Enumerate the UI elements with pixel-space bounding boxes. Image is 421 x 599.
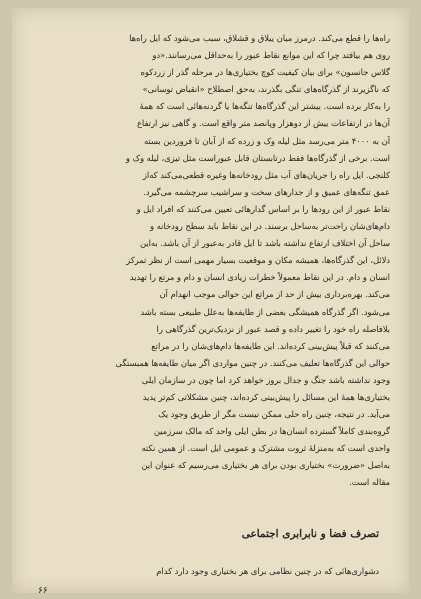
text-line: روی هم بیافتد چرا که این موانع نقاط عبور را به‌حداقل می‌رسانند.«دو xyxy=(152,50,390,61)
text-line: ساحل آن اختلاف ارتفاع نداشته باشد تا ایل قادر به‌عبور از آن باشد. به‌این xyxy=(140,238,390,249)
text-line: انسان و دام. در این نقاط معمولاً خطرات زیادی انسان و دام و مرتع را تهدید xyxy=(129,272,390,283)
text-line: گروه‌بندی کاملاً گسترده انسان‌ها در بطن ایلی واحد که مالک سرزمین xyxy=(153,426,390,437)
text-line: مقاله است. xyxy=(349,477,390,488)
text-line: دام‌های‌شان راحت‌تر به‌ساحل برسند. در این نقاط باید سطح رودخانه و xyxy=(149,221,390,232)
text-line: نقاط عبور از این رودها را بر اساس گدارهائی تعیین می‌کنند که افراد ایل و xyxy=(136,203,390,214)
text-line: راه‌ها را قطع می‌کند. درمرز میان ییلاق و قشلاق، سبب می‌شود که ایل راه‌ها xyxy=(129,33,390,43)
text-line: که ناگزیرند از گذرگاه‌های تنگی بگذرند، به‌حق اصطلاح «انقباض توسانی» xyxy=(142,84,390,95)
text-line: واحدی است که به‌منزلهٔ ثروت مشترک و عمومی ایل است. از همین نکته xyxy=(141,443,390,454)
text-line: می‌آید. در نتیجه، چنین راه حلی ممکن نیست مگر از طریق وجود یک xyxy=(158,409,390,420)
text-line: کلنجی. ایل راه را جریان‌های آب مثل رودخانه‌ها وغیره قطعی‌می‌کند که‌از xyxy=(142,169,390,180)
text-line: را به‌کار برده است. بیشتر این گذرگاه‌ها تنگه‌ها یا گردنه‌هائی است که همهٔ xyxy=(139,101,390,112)
body-paragraph xyxy=(30,30,390,492)
text-line: گلاس جانسون» برای بیان کیفیت کوچ بختیاری‌ها در مرحله گذر از زردکوه xyxy=(140,67,390,78)
text-line: می‌شود. اگر گذرگاه همیشگی بعضی از طایفه‌ها به‌علل طبیعی بسته باشد xyxy=(140,306,390,317)
text-line: وجود نداشته باشد جنگ و جدال بروز خواهد کرد اما چون در سازمان ایلی xyxy=(141,374,390,385)
text-line: حوالی این گذرگاه‌ها تعلیف می‌کنند. در چنین مواردی اگر میان طایفه‌ها همبستگی xyxy=(115,357,390,368)
text-line: بختیاری‌ها همهٔ این مسائل را پیش‌بینی کرده‌اند، چنین مشکلاتی کم‌تر پدید xyxy=(142,391,390,402)
text-line: عمق تنگه‌های عمیق و از جدارهای سخت و سراشیب سرچشمه می‌گیرد. xyxy=(143,186,390,197)
text-line: آن‌ها در ارتفاعات بیش از دوهزار وپانصد متر واقع است. و گاهی نیز ارتفاع xyxy=(136,118,390,129)
text-line: می‌کند. بهره‌برداری بیش از حد از مراتع این حوالی موجب انهدام آن xyxy=(159,289,390,300)
text-line: می‌کنند که قبلاً پیش‌بینی کرده‌اند. این طایفه‌ها دام‌های‌شان را در مراتع xyxy=(151,340,390,351)
text-line: به‌اصل «ضرورت» بختیاری بودن برای هر بختیاری می‌رسیم که عنوان این xyxy=(141,460,390,471)
text-line: آن به ۴۰۰۰ متر می‌رسد مثل لیله وک و زرده که از آبان تا فروردین بسته xyxy=(143,135,390,146)
section-heading: تصرف فضا و نابرابری اجتماعی xyxy=(241,528,379,540)
text-line: دلائل، این گذرگاه‌ها، همیشه مکان و موقعیت بسیار مهمی است از نظر تمرکز xyxy=(126,255,390,266)
following-paragraph-first-line: دشواری‌هائی که در چنین نظامی برای هر بختیاری وجود دارد کدام xyxy=(156,566,379,576)
page-number: ۶۶ xyxy=(38,586,48,596)
text-line: است. برخی از گذرگاه‌ها فقط درتابستان قابل عبوراست مثل تیزی، لیله وک و xyxy=(125,152,390,163)
text-line: بلافاصله راه خود را تغییر داده و قصد عبور از نزدیک‌ترین گذرگاهی را xyxy=(156,323,390,334)
book-page xyxy=(12,8,409,596)
